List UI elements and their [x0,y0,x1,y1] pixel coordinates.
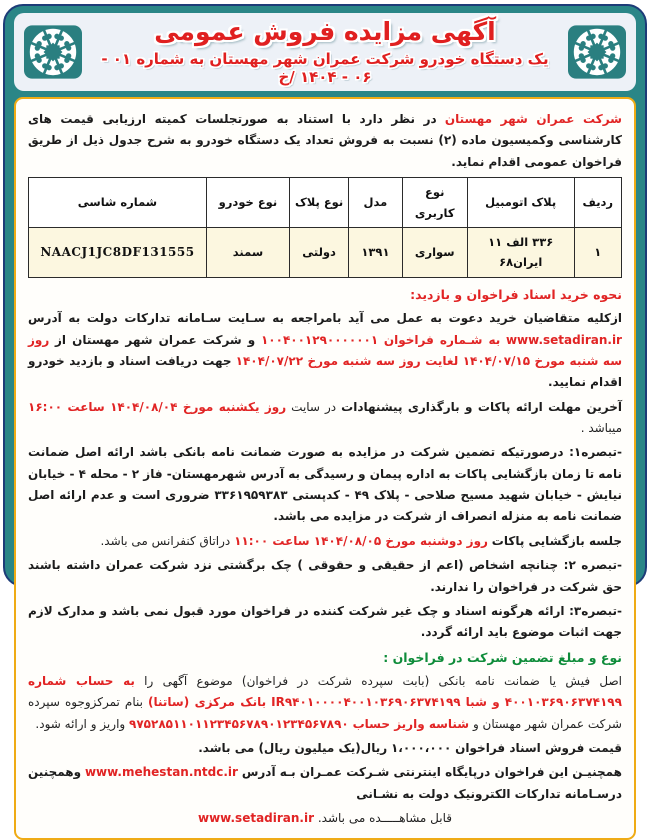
intro-paragraph [28,109,622,173]
cell-vehicle-type: سمند [206,228,289,278]
cell-model: ۱۳۹۱ [349,228,402,278]
poster-body [14,97,636,840]
deadline-text: میباشد . [580,421,622,435]
submission-deadline: روز یکشنبه مورخ ۱۴۰۴/۰۸/۰۴ ساعت ۱۶:۰۰ [28,399,287,414]
cell-chassis-number: NAACJ1JC8DF131555 [29,228,207,278]
opening-date: روز دوشنبه مورخ ۱۴۰۴/۰۸/۰۵ ساعت ۱۱:۰۰ [234,533,488,548]
deadline-paragraph [28,397,622,440]
opening-paragraph [28,531,622,552]
document-price: ۱،۰۰۰،۰۰۰ [390,740,452,755]
cell-plate-type: دولتی [289,228,348,278]
cell-row-number: ۱ [574,228,621,278]
visit-dates: روز سه شنبه مورخ ۱۴۰۴/۰۷/۱۵ لغایت روز سه شنبه مورخ ۱۴۰۴/۰۷/۲۲ [28,332,622,368]
guarantee-text: واریز و ارائه شود. [35,716,126,731]
company-name: شرکت عمران شهر مهستان [444,112,622,126]
account-label: به حساب شماره [28,673,135,688]
guarantee-text: اصل فیش یا ضمانت نامه بانکی (بابت سپرده شرکت در فراخوان) موضوع آگهی را [144,673,622,688]
header-titles [85,18,565,87]
guarantee-paragraph [28,671,622,735]
cell-plate: ۳۳۶ الف ۱۱ ایران۶۸ [467,228,574,278]
deposit-id-label: شناسه واریز حساب [352,716,470,731]
setadiran-url: www.setadiran.ir [505,332,622,347]
purchase-section-heading: نحوه خرید اسناد فراخوان و بازدید: [410,286,622,302]
col-row-number: ردیف [574,178,621,228]
poster-title: آگهی مزایده فروش عمومی [154,16,496,46]
purchase-paragraph [28,308,622,393]
vehicle-table [28,177,622,278]
col-chassis: شماره شاسی [29,178,207,228]
websites-text: همچنیـن این فراخوان درپایگاه اینترنتی شـرکت عمـران بـه آدرس [241,765,622,780]
account-number: ۴۰۰۱۰۳۶۹۰۶۳۷۴۱۹۹ [504,695,622,710]
websites-text: وهمچنین درسـامانه تدارکات الکترونیک دولت به نشـانی [28,765,622,801]
guarantee-text: بنام تمرکزوجوه سپرده شرکت عمران شهر مهستان و [28,695,622,731]
poster-frame [3,4,647,825]
purchase-text: ازکلیه متقاضیان خرید دعوت به عمل می آید بامراجعه به سـایت سـامانه تدارکات دولت به آدرس [28,311,622,326]
opening-text: جلسه بازگشایی پاکات [491,533,622,548]
websites-text: قابل مشاهـــــده می باشد. [317,811,452,825]
purchase-text: و شرکت عمران شهر مهستان از [55,332,256,347]
websites-last-line [28,808,622,829]
setadiran-url: www.setadiran.ir [198,811,315,825]
iban-label: و شبا [465,695,500,710]
poster-subtitle: یک دستگاه خودرو شرکت عمران شهر مهستان به شماره ۰۱ - ۰۶ - ۱۴۰۴ /خ [101,50,549,87]
purchase-text: جهت دریافت اسناد و بازدید خودرو اقدام نمایید. [28,353,622,390]
price-paragraph [28,738,622,759]
company-logo-icon [565,23,629,81]
deadline-text: در سایت [291,399,337,414]
table-row [29,228,622,278]
table-header-row [29,178,622,228]
note1-paragraph: -تبصره۱: درصورتیکه تضمین شرکت در مزایده به صورت ضمانت نامه بانکی باشد ارائه اصل ضمانت نامه تا زمان بازگشایی پاکات به اداره پیمان و رسیدگی به آدرس شهرمهستان- فاز ۲ - محله ۴ - خیابان نیایش - خیابان شهید مسیح صلاحی - پلاک ۴۹ - کدپستی ۳۳۶۱۹۵۹۳۸۳ ضروری است و عدم ارائه اصل ضمانت نامه به منزله انصراف از شرکت در مزایده می باشد. [28,445,622,524]
col-plate-type: نوع پلاک [289,178,348,228]
deadline-text: آخرین مهلت ارائه پاکات و بارگذاری پیشنهادات [341,399,622,414]
col-vehicle-type: نوع خودرو [206,178,289,228]
mehestan-url: www.mehestan.ntdc.ir [84,765,238,780]
emblem-icon [565,23,629,81]
note2-paragraph: -تبصره ۲: چنانچه اشخاص (اعم از حقیقی و حقوقی ) چک برگشتی نزد شرکت عمران داشته باشند حق شرکت در فراخوان را ندارند. [28,558,622,594]
iban-number: IR۹۴۰۱۰۰۰۰۴۰۰۱۰۳۶۹۰۶۳۷۴۱۹۹ [271,695,461,710]
websites-paragraph [28,762,622,805]
price-text: ریال(یک میلیون ریال) می باشد. [198,740,388,755]
guarantee-section-heading: نوع و مبلغ تضمین شرکت در فراخوان : [383,649,622,665]
col-usage: نوع کاربری [402,178,467,228]
intro-text: در نظر دارد با استناد به صورتجلسات کمیته ارزیابی قیمت های کارشناسی وکمیسیون ماده (۲) نسبت به فروش تعداد یک دستگاه خودرو به شرح جدول ذیل از طریق فراخوان عمومی اقدام نماید. [28,112,622,169]
opening-text: دراتاق کنفرانس می باشد. [100,533,231,548]
emblem-icon [21,23,85,81]
deposit-id: ۹۷۵۲۸۵۱۱۰۱۱۲۳۴۵۶۷۸۹۰۱۲۳۴۵۶۷۸۹۰ [129,716,349,731]
price-text: قیمت فروش اسناد فراخوان [455,740,622,755]
callout-number: ۱۰۰۴۰۰۱۲۹۰۰۰۰۰۰۱ [260,332,379,347]
company-logo-icon [21,23,85,81]
col-plate: پلاک اتومبیل [467,178,574,228]
poster-header [14,13,636,91]
bank-name: بانک مرکزی (ساتنا) [148,695,267,710]
col-model: مدل [349,178,402,228]
note3-paragraph: -تبصره۳: ارائه هرگونه اسناد و چک غیر شرکت کننده در فراخوان مورد قبول نمی باشد و مدارک لازم جهت اثبات موضوع باید ارائه گردد. [28,603,622,640]
cell-usage: سواری [402,228,467,278]
callout-number-label: به شـماره فراخوان [383,332,501,347]
